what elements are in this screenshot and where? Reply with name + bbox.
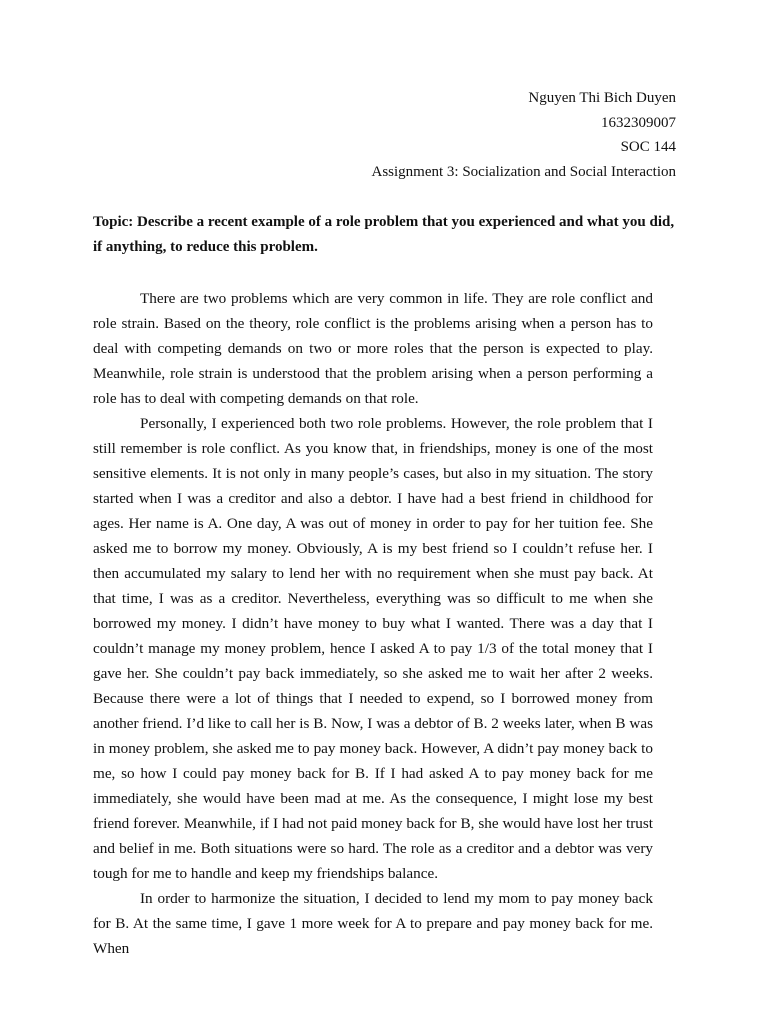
paragraph-1: There are two problems which are very common in life. They are role conflict and role strain. Based on the theory, role conflict is the problems arising when a person has to deal with competing demands on two or more roles that the person is expected to play. Meanwhile, role strain is understood that the problem arising when a person performing a role has to deal with competing demands on that role. (93, 290, 653, 407)
student-id: 1632309007 (601, 114, 676, 131)
course-code: SOC 144 (620, 139, 676, 155)
document-header (371, 86, 676, 184)
essay-body (93, 286, 653, 961)
topic-heading: Topic: Describe a recent example of a role problem that you experienced and what you did, if anything, to reduce this problem. (93, 214, 675, 255)
paragraph-3: In order to harmonize the situation, I decided to lend my mom to pay money back for B. At the same time, I gave 1 more week for A to prepare and pay money back for me. When (93, 890, 653, 957)
assignment-title: Assignment 3: Socialization and Social Interaction (371, 163, 676, 180)
author-name: Nguyen Thi Bich Duyen (528, 90, 676, 106)
paragraph-2: Personally, I experienced both two role problems. However, the role problem that I still remember is role conflict. As you know that, in friendships, money is one of the most sensitive elements. It is not only in many people’s cases, but also in my situation. The story started when I was a creditor and also a debtor. I have had a best friend in childhood for ages. Her name is A. One day, A was out of money in order to pay for her tuition fee. She asked me to borrow my money. Obviously, A is my best friend so I couldn’t refuse her. I then accumulated my salary to lend her with no requirement when she must pay back. At that time, I was as a creditor. Nevertheless, everything was so difficult to me when she borrowed my money. I didn’t have money to buy what I wanted. There was a day that I couldn’t manage my money problem, hence I asked A to pay 1/3 of the total money that I gave her. She couldn’t pay back immediately, so she asked me to wait her after 2 weeks. Because there were a lot of things that I needed to expend, so I borrowed money from another friend. I’d like to call her is B. Now, I was a debtor of B. 2 weeks later, when B was in money problem, she asked me to pay money back. However, A didn’t pay money back to me, so how I could pay money back for B. If I had asked A to pay money back for me immediately, she would have been mad at me. As the consequence, I might lose my best friend forever. Meanwhile, if I had not paid money back for B, she would have lost her trust and belief in me. Both situations were so hard. The role as a creditor and a debtor was very tough for me to handle and keep my friendships balance. (93, 415, 653, 882)
